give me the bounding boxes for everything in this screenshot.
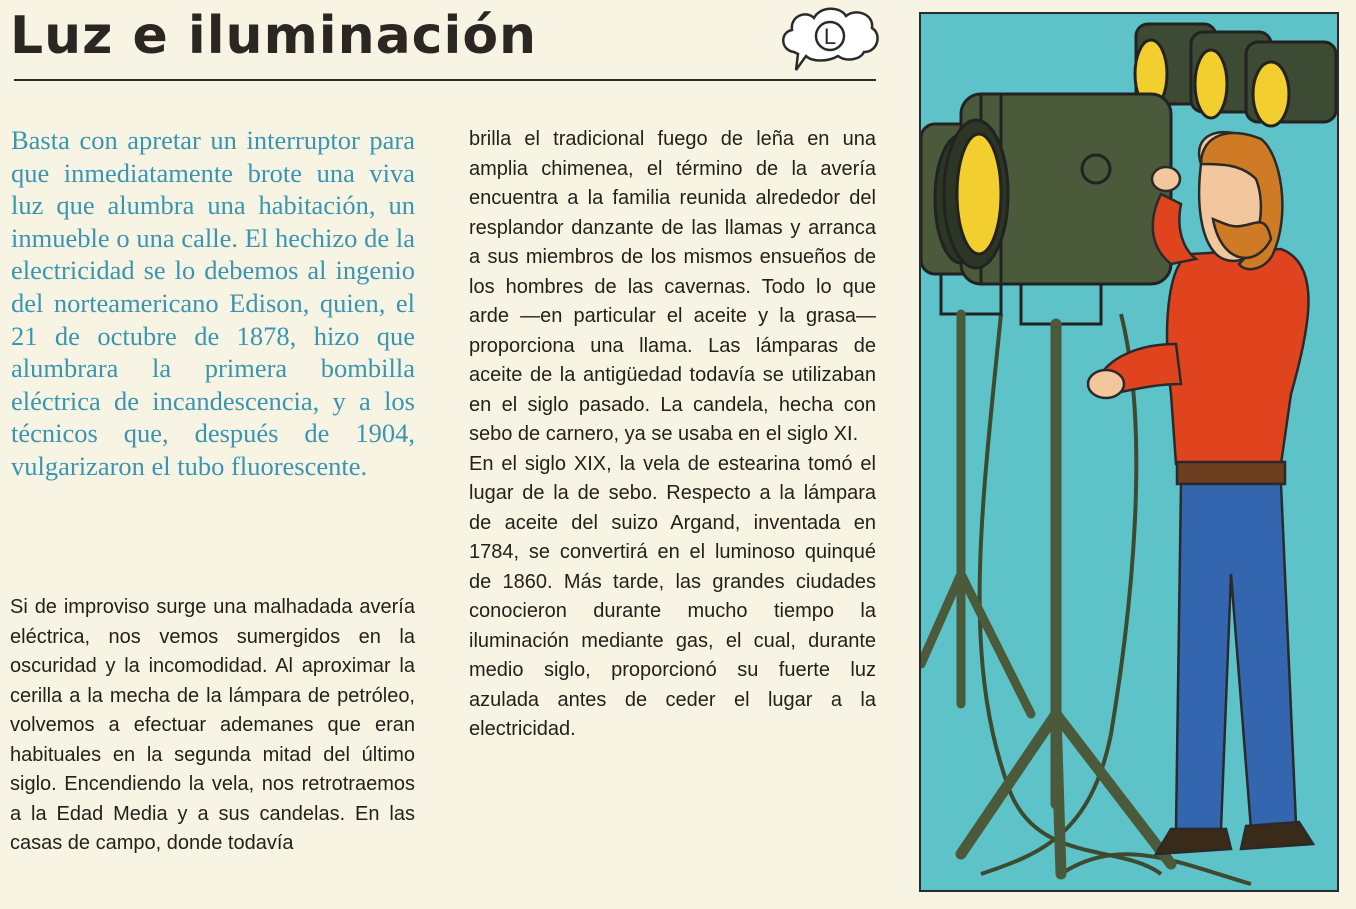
page-title: Luz e iluminación: [10, 6, 538, 66]
body-paragraph: Si de improviso surge una malhadada avería eléctrica, nos vemos sumergidos en la oscuridad y la incomodidad. Al aproximar la cerilla a la mecha de la lámpara de petróleo, volvemos a efectuar ademanes que eran habituales en la segunda mitad del último siglo. Encendiendo la vela, nos retrotraemos a la Edad Media y a sus candelas. En las casas de campo, donde todavía: [10, 596, 415, 854]
body-column-1: [10, 593, 415, 859]
chapter-badge-letter: L: [823, 24, 837, 49]
body-paragraph: brilla el tradicional fuego de leña en una amplia chimenea, el término de la avería encuentra a la familia reunida alrededor del resplandor danzante de las llamas y arranca a sus miembros de los mismos ensueños de los hombres de las cavernas. Todo lo que arde —en particular el aceite y la grasa— proporciona una llama. Las lámparas de aceite de la antigüedad todavía se utilizaban en el siglo pasado. La candela, hecha con sebo de carnero, ya se usaba en el siglo XI.: [469, 128, 876, 445]
intro-paragraph: Basta con apretar un interruptor para que inmediatamente brote una viva luz que alumbra una habitación, un inmueble o una calle. El hechizo de la electricidad se lo debemos al ingenio del norteamericano Edison, quien, el 21 de octubre de 1878, hizo que alumbrara la primera bombilla eléctrica de incandescencia, y a los técnicos que, después de 1904, vulgarizaron el tubo fluorescente.: [11, 125, 415, 481]
chapter-badge-icon: [776, 4, 882, 76]
body-paragraph: En el siglo XIX, la vela de estearina tomó el lugar de la de sebo. Respecto a la lámpara de aceite del suizo Argand, inventada en 1784, se convertirá en el luminoso quinqué de 1860. Más tarde, las grandes ciudades conocieron durante mucho tiempo la iluminación mediante gas, el cual, durante medio siglo, proporcionó su fuerte luz azulada antes de ceder el lugar a la electricidad.: [469, 452, 876, 740]
technician-spotlights-illustration: [921, 14, 1337, 890]
illustration-panel: [919, 12, 1339, 892]
body-column-2: [469, 125, 876, 745]
title-divider: [14, 79, 876, 81]
